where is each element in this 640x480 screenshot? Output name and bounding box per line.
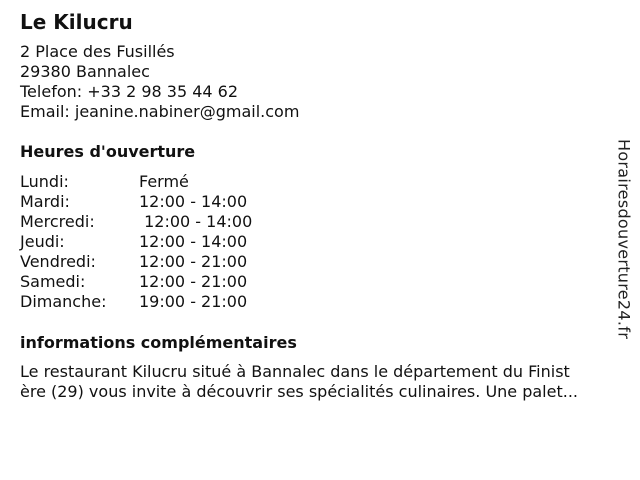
hours-row-lundi bbox=[20, 172, 610, 192]
time-value: 12:00 - 14:00 bbox=[139, 232, 248, 251]
time-value: 12:00 - 21:00 bbox=[139, 252, 248, 271]
hours-row-samedi bbox=[20, 272, 610, 292]
hours-heading: Heures d'ouverture bbox=[20, 142, 196, 161]
day-label: Samedi: bbox=[20, 272, 86, 291]
watermark bbox=[612, 134, 636, 344]
description-text bbox=[20, 362, 632, 402]
hours-table bbox=[20, 172, 610, 312]
day-label: Mercredi: bbox=[20, 212, 95, 231]
description-line-2: ère (29) vous invite à découvrir ses spécialités culinaires. Une palet... bbox=[20, 382, 578, 401]
hours-row-jeudi bbox=[20, 232, 610, 252]
hours-row-mardi bbox=[20, 192, 610, 212]
description-line-1: Le restaurant Kilucru situé à Bannalec dans le département du Finist bbox=[20, 362, 570, 381]
time-value: 12:00 - 14:00 bbox=[139, 212, 253, 231]
hours-row-mercredi bbox=[20, 212, 610, 232]
hours-row-vendredi bbox=[20, 252, 610, 272]
phone-number: Telefon: +33 2 98 35 44 62 bbox=[20, 82, 239, 101]
day-label: Dimanche: bbox=[20, 292, 107, 311]
restaurant-name: Le Kilucru bbox=[20, 10, 133, 34]
time-value: 12:00 - 21:00 bbox=[139, 272, 248, 291]
day-label: Jeudi: bbox=[20, 232, 65, 251]
time-value: 12:00 - 14:00 bbox=[139, 192, 248, 211]
email-address: Email: jeanine.nabiner@gmail.com bbox=[20, 102, 300, 121]
info-heading: informations complémentaires bbox=[20, 333, 297, 352]
time-value: Fermé bbox=[139, 172, 189, 191]
address-block bbox=[20, 42, 610, 122]
day-label: Lundi: bbox=[20, 172, 69, 191]
day-label: Mardi: bbox=[20, 192, 70, 211]
time-value: 19:00 - 21:00 bbox=[139, 292, 248, 311]
street-address: 2 Place des Fusillés bbox=[20, 42, 175, 61]
watermark-text: Horairesdouverture24.fr bbox=[614, 138, 634, 340]
hours-row-dimanche bbox=[20, 292, 610, 312]
city-postal: 29380 Bannalec bbox=[20, 62, 150, 81]
restaurant-card bbox=[20, 10, 610, 402]
day-label: Vendredi: bbox=[20, 252, 96, 271]
